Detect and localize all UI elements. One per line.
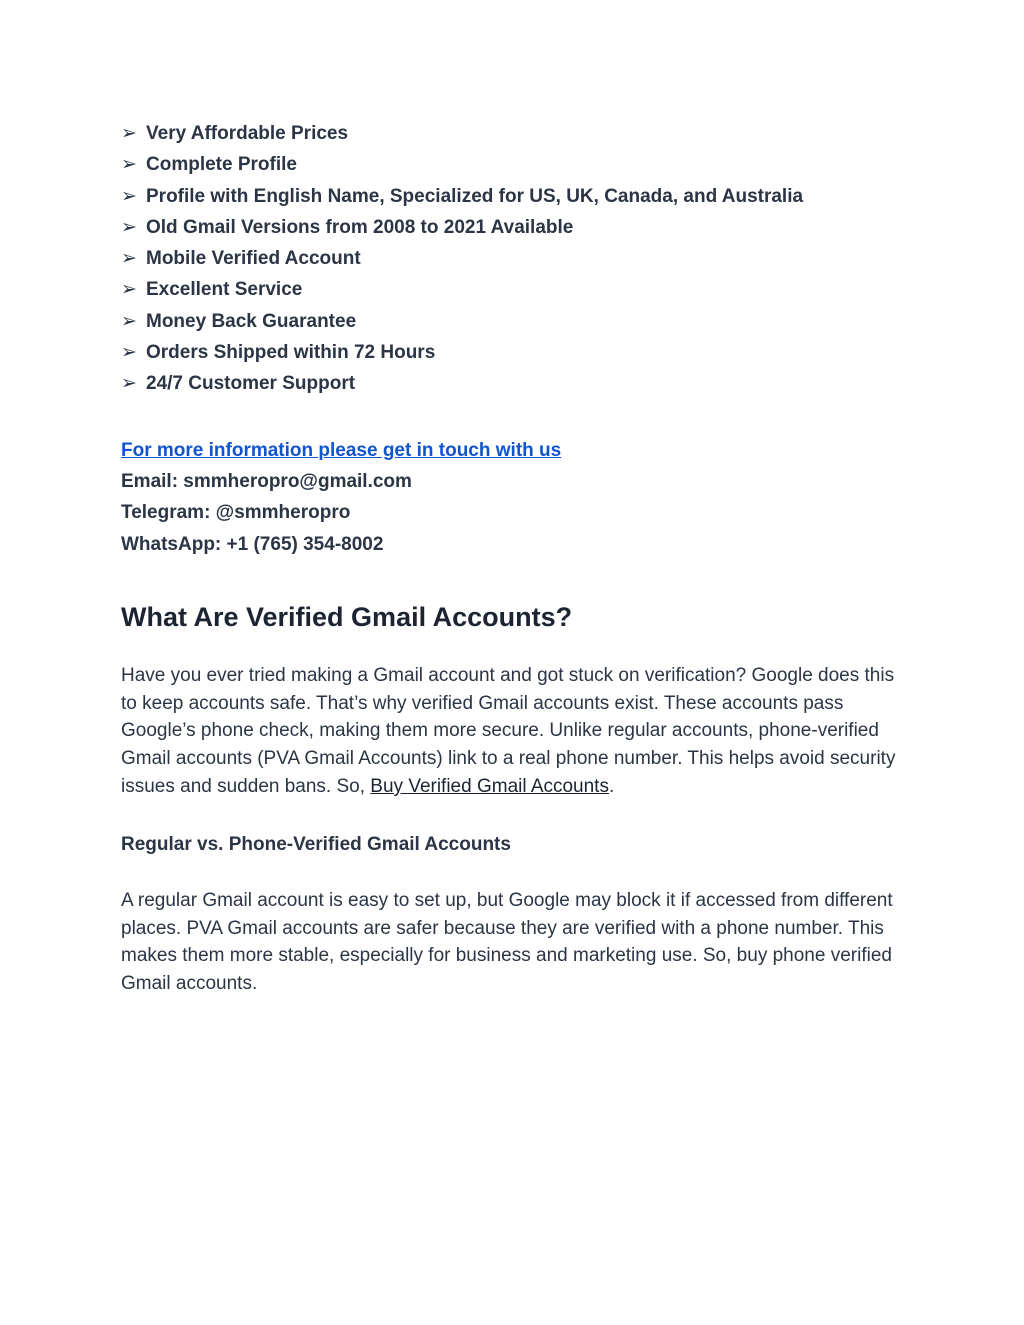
feature-item <box>121 368 911 399</box>
feature-item <box>121 181 911 212</box>
feature-text: Complete Profile <box>146 154 297 176</box>
intro-paragraph-end: . <box>608 776 615 798</box>
feature-text: Money Back Guarantee <box>146 310 357 332</box>
feature-text: Old Gmail Versions from 2008 to 2021 Available <box>146 216 574 238</box>
intro-paragraph-text: Have you ever tried making a Gmail account and got stuck on verification? Google does this to keep accounts safe. That’s why verified Gmail accounts exist. These accounts pass Google’s phone check, making them more secure. Unlike regular accounts, phone-verified Gmail accounts (PVA Gmail Accounts) link to a real phone number. This helps avoid security issues and sudden bans. So, <box>121 664 896 798</box>
contact-us-link[interactable]: For more information please get in touch with us <box>121 439 562 461</box>
feature-text: Orders Shipped within 72 Hours <box>146 342 436 364</box>
feature-text: Mobile Verified Account <box>146 248 361 270</box>
arrow-bullet-icon: ➢ <box>121 123 137 144</box>
arrow-bullet-icon: ➢ <box>121 154 137 176</box>
intro-paragraph <box>121 662 911 801</box>
arrow-bullet-icon: ➢ <box>121 310 137 332</box>
feature-item <box>121 274 911 305</box>
contact-whatsapp: WhatsApp: +1 (765) 354-8002 <box>121 533 384 555</box>
contact-email: Email: smmheropro@gmail.com <box>121 470 412 492</box>
feature-item <box>121 337 911 368</box>
feature-item <box>121 118 911 149</box>
arrow-bullet-icon: ➢ <box>121 279 137 301</box>
arrow-bullet-icon: ➢ <box>121 185 137 207</box>
feature-item <box>121 212 911 243</box>
arrow-bullet-icon: ➢ <box>121 216 137 238</box>
feature-item <box>121 149 911 180</box>
document-page <box>121 118 911 998</box>
contact-link-line <box>121 435 911 466</box>
arrow-bullet-icon: ➢ <box>121 342 137 364</box>
feature-text: Profile with English Name, Specialized for US, UK, Canada, and Australia <box>146 185 804 207</box>
contact-telegram: Telegram: @smmheropro <box>121 502 351 524</box>
feature-text: Excellent Service <box>146 279 303 301</box>
arrow-bullet-icon: ➢ <box>121 248 137 270</box>
arrow-bullet-icon: ➢ <box>121 373 137 395</box>
comparison-paragraph: A regular Gmail account is easy to set up, but Google may block it if accessed from different places. PVA Gmail accounts are safer because they are verified with a phone number. This makes them more stable, especially for business and marketing use. So, buy phone verified Gmail accounts. <box>121 889 893 995</box>
buy-verified-gmail-link[interactable]: Buy Verified Gmail Accounts <box>370 776 609 798</box>
feature-item <box>121 243 911 274</box>
section-heading: What Are Verified Gmail Accounts? <box>121 601 573 632</box>
feature-text: 24/7 Customer Support <box>146 373 356 395</box>
feature-list <box>121 118 911 400</box>
contact-block <box>121 435 911 560</box>
feature-item <box>121 306 911 337</box>
comparison-subheading: Regular vs. Phone-Verified Gmail Accounts <box>121 833 511 855</box>
feature-text: Very Affordable Prices <box>146 123 349 144</box>
